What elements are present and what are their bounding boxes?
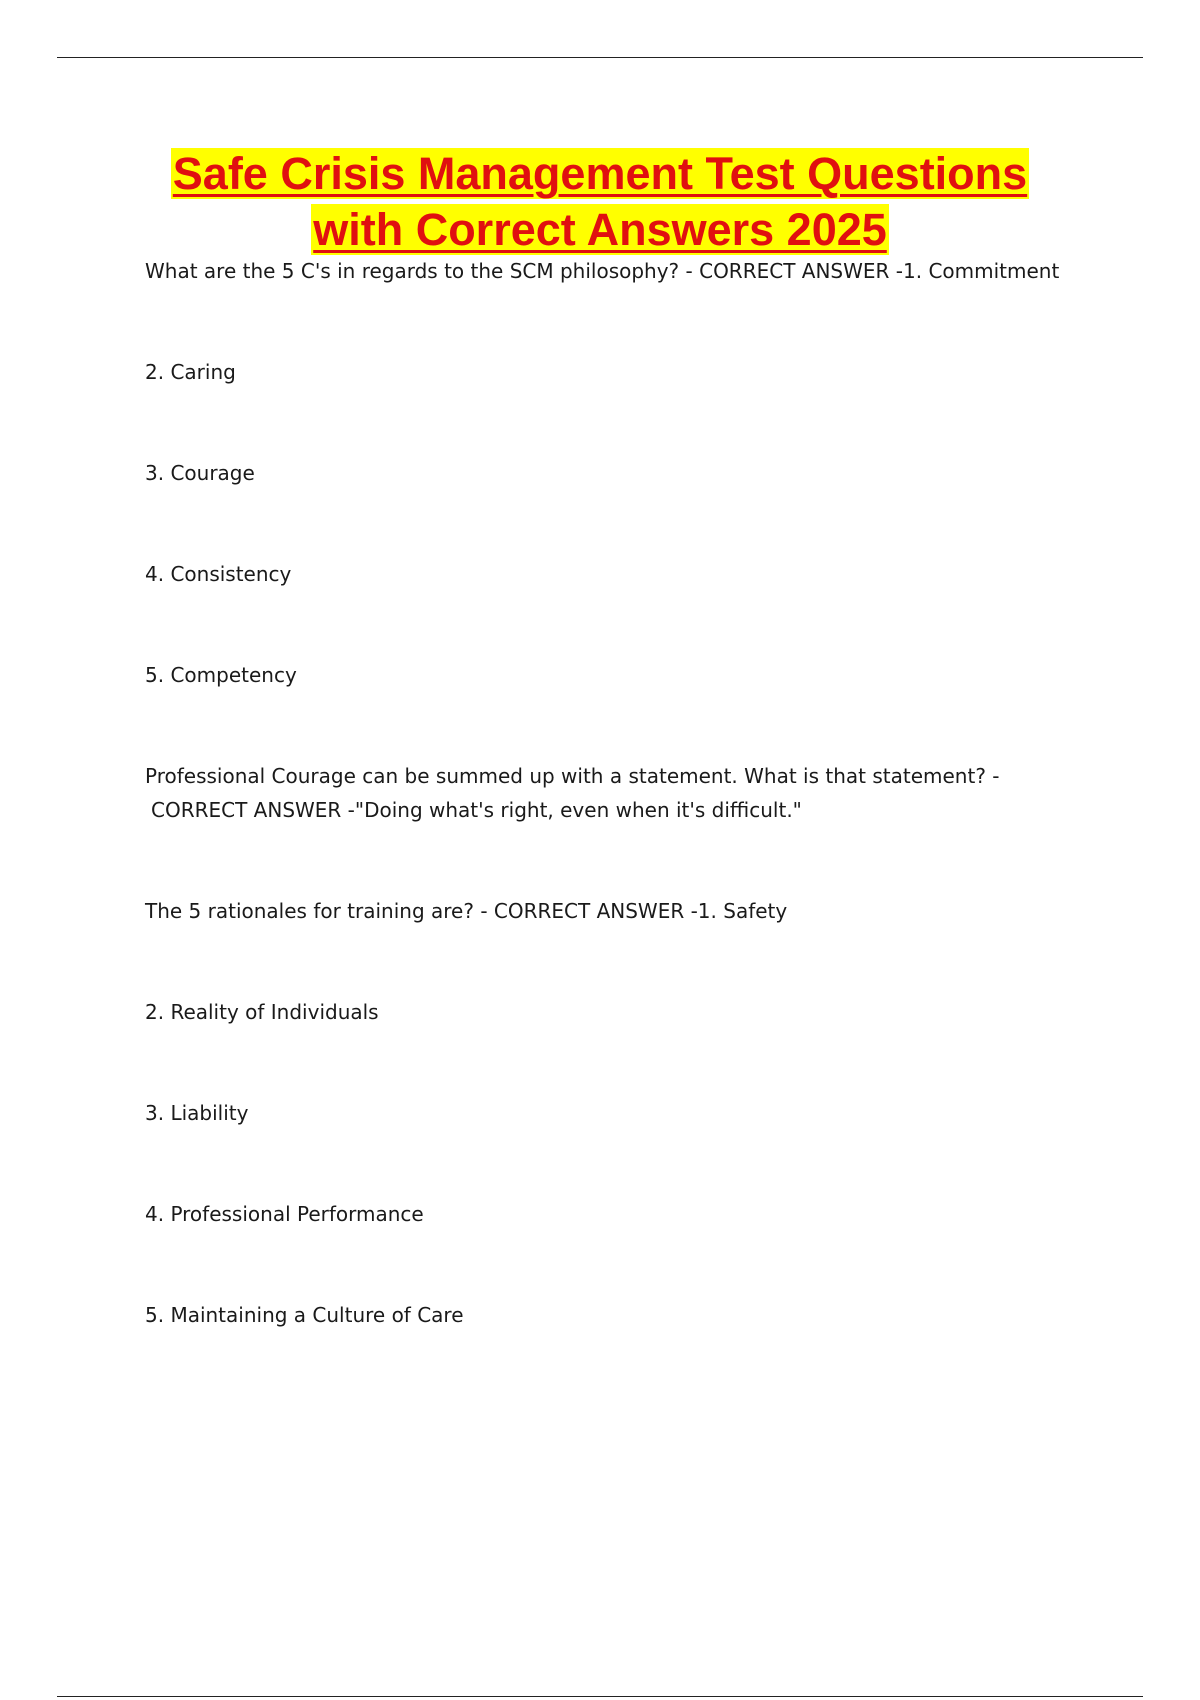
bottom-rule bbox=[57, 1696, 1143, 1697]
answer-item: 3. Courage bbox=[145, 461, 255, 485]
answer-item: 2. Caring bbox=[145, 360, 236, 384]
question-2-line-2: CORRECT ANSWER -"Doing what's right, even when it's difficult." bbox=[151, 798, 802, 822]
answer-item: 4. Consistency bbox=[145, 562, 292, 586]
top-rule bbox=[57, 57, 1143, 58]
question-1: What are the 5 C's in regards to the SCM philosophy? - CORRECT ANSWER -1. Commitment bbox=[145, 259, 1060, 283]
title-line-1: Safe Crisis Management Test Questions bbox=[172, 148, 1028, 199]
answer-item: 5. Maintaining a Culture of Care bbox=[145, 1303, 464, 1327]
answer-item: 5. Competency bbox=[145, 663, 297, 687]
answer-item: 4. Professional Performance bbox=[145, 1202, 424, 1226]
question-3: The 5 rationales for training are? - CORRECT ANSWER -1. Safety bbox=[145, 899, 788, 923]
answer-item: 3. Liability bbox=[145, 1101, 249, 1125]
answer-item: 2. Reality of Individuals bbox=[145, 1000, 379, 1024]
document-title bbox=[57, 146, 1143, 258]
question-2-line-1: Professional Courage can be summed up with a statement. What is that statement? - bbox=[145, 764, 1000, 788]
title-line-2: with Correct Answers 2025 bbox=[313, 204, 887, 255]
